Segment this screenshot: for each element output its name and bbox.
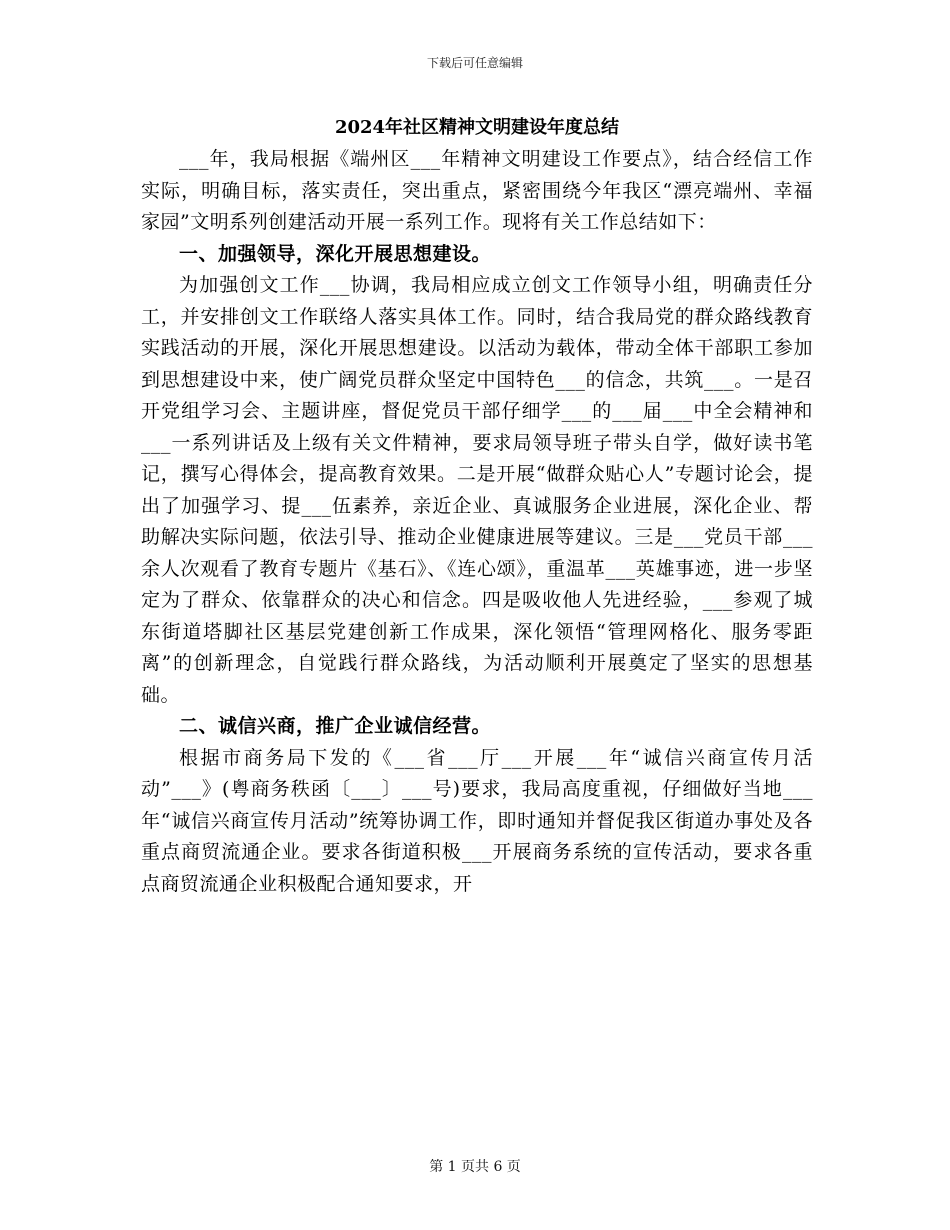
section-1-paragraph: 为加强创文工作___协调，我局相应成立创文工作领导小组，明确责任分工，并安排创文工作联络人落实具体工作。同时，结合我局党的群众路线教育实践活动的开展，深化开展思想建设。以活动为载体，带动全体干部职工参加到思想建设中来，使广阔党员群众坚定中国特色___的信念，共筑___。一是召开党组学习会、主题讲座，督促党员干部仔细学___的___届___中全会精神和___一系列讲话及上级有关文件精神，要求局领导班子带头自学，做好读书笔记，撰写心得体会，提高教育效果。二是开展“做群众贴心人”专题讨论会，提出了加强学习、提___伍素养，亲近企业、真诚服务企业进展，深化企业、帮助解决实际问题，依法引导、推动企业健康进展等建议。三是___党员干部___余人次观看了教育专题片《基石》、《连心颂》，重温革___英雄事迹，进一步坚定为了群众、依靠群众的决心和信念。四是吸收他人先进经验，___参观了城东街道塔脚社区基层党建创新工作成果，深化领悟“管理网格化、服务零距离”的创新理念，自觉践行群众路线，为活动顺利开展奠定了坚实的思想基础。 [141, 274, 813, 706]
section-1-heading: 一、加强领导，深化开展思想建设。 [179, 242, 492, 265]
header-note: 下载后可任意编辑 [426, 56, 523, 70]
section-2-paragraph: 根据市商务局下发的《___省___厅___开展___年“诚信兴商宣传月活动”___》(粤商务秩函〔___〕___号)要求，我局高度重视，仔细做好当地___年“诚信兴商宣传月活动”统筹协调工作，即时通知并督促我区街道办事处及各重点商贸流通企业。要求各街道积极___开展商务系统的宣传活动，要求各重点商贸流通企业积极配合通知要求，开 [141, 746, 813, 895]
intro-paragraph: ___年，我局根据《端州区___年精神文明建设工作要点》，结合经信工作实际，明确目标，落实责任，突出重点，紧密围绕今年我区“漂亮端州、幸福家园”文明系列创建活动开展一系列工作。现将有关工作总结如下： [141, 148, 813, 233]
document-title: 2024年社区精神文明建设年度总结 [334, 117, 620, 138]
document-body [141, 112, 813, 900]
page-footer: 第 1 页共 6 页 [429, 1159, 521, 1175]
section-2-heading: 二、诚信兴商，推广企业诚信经营。 [179, 715, 492, 737]
